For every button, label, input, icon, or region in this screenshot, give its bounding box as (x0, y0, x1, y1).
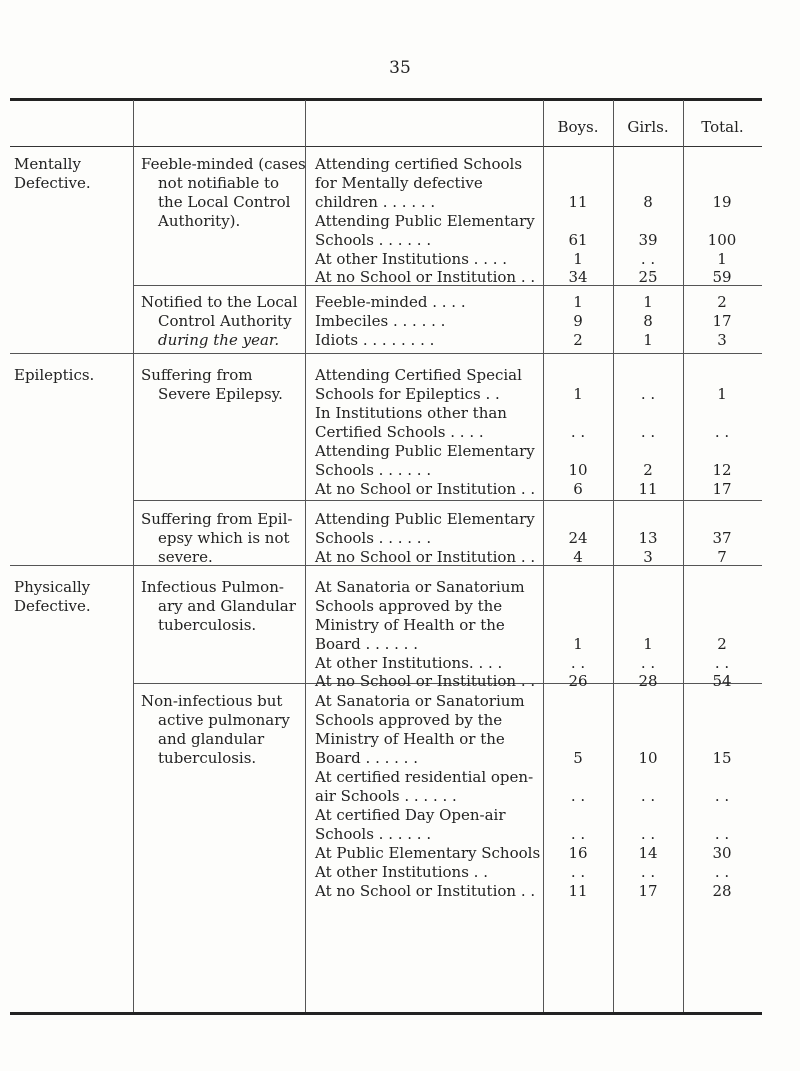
row-text: Schools . . . . . . (315, 461, 432, 479)
subgroup-label: during the year. (158, 331, 280, 349)
row-text: At no School or Institution . . (315, 268, 536, 286)
row-text: In Institutions other than (315, 404, 507, 422)
cell-girls: 1 (643, 331, 653, 349)
column-divider (305, 100, 306, 1012)
section-divider (10, 353, 762, 354)
row-text: Schools . . . . . . (315, 231, 432, 249)
row-text: Idiots . . . . . . . . (315, 331, 435, 349)
cell-boys: 1 (573, 385, 583, 403)
row-text: Schools . . . . . . (315, 529, 432, 547)
cell-girls: 8 (643, 193, 653, 211)
cell-girls: 1 (643, 293, 653, 311)
row-text: At other Institutions. . . . (315, 654, 503, 672)
subgroup-label: Suffering from Epil- (141, 510, 293, 528)
cell-total: 54 (712, 672, 732, 690)
group-label: Defective. (14, 597, 91, 615)
subgroup-label: and glandular (158, 730, 265, 748)
cell-girls: . . (640, 423, 656, 441)
cell-total: . . (714, 825, 730, 843)
subgroup-label: Feeble-minded (cases (141, 155, 306, 173)
cell-total: 28 (712, 882, 732, 900)
cell-boys: 1 (573, 635, 583, 653)
cell-boys: 4 (573, 548, 583, 566)
cell-girls: 8 (643, 312, 653, 330)
cell-total: 1 (717, 250, 727, 268)
row-text: At no School or Institution . . (315, 672, 536, 690)
cell-total: 1 (717, 385, 727, 403)
row-text: Schools approved by the (315, 711, 503, 729)
cell-total: . . (714, 863, 730, 881)
cell-girls: . . (640, 654, 656, 672)
row-text: Imbeciles . . . . . . (315, 312, 446, 330)
subgroup-label: ary and Glandular (158, 597, 296, 615)
cell-total: 100 (707, 231, 737, 249)
cell-girls: 2 (643, 461, 653, 479)
cell-total: 17 (712, 480, 732, 498)
cell-boys: 11 (568, 882, 588, 900)
subgroup-label: epsy which is not (158, 529, 290, 547)
cell-girls: 17 (638, 882, 658, 900)
row-text: for Mentally defective (315, 174, 483, 192)
cell-girls: 1 (643, 635, 653, 653)
row-text: At other Institutions . . (315, 863, 488, 881)
cell-boys: 16 (568, 844, 588, 862)
row-text: At certified Day Open-air (315, 806, 506, 824)
cell-total: . . (714, 423, 730, 441)
cell-boys: . . (570, 863, 586, 881)
cell-total: 59 (712, 268, 732, 286)
top-rule (10, 98, 762, 101)
row-text: At other Institutions . . . . (315, 250, 508, 268)
group-label: Physically (14, 578, 91, 596)
cell-boys: 34 (568, 268, 588, 286)
row-text: At Sanatoria or Sanatorium (315, 692, 525, 710)
row-text: Attending Public Elementary (315, 212, 535, 230)
bottom-rule (10, 1012, 762, 1015)
row-text: Board . . . . . . (315, 749, 418, 767)
cell-boys: 61 (568, 231, 588, 249)
cell-total: 3 (717, 331, 727, 349)
column-divider (683, 100, 684, 1012)
header-boys: Boys. (557, 118, 599, 136)
column-divider (133, 100, 134, 1012)
cell-total: 19 (712, 193, 732, 211)
header-total: Total. (701, 118, 744, 136)
row-text: Attending certified Schools (315, 155, 523, 173)
cell-total: 37 (712, 529, 732, 547)
cell-total: 30 (712, 844, 732, 862)
cell-boys: 1 (573, 250, 583, 268)
row-text: Board . . . . . . (315, 635, 418, 653)
cell-girls: . . (640, 863, 656, 881)
row-text: air Schools . . . . . . (315, 787, 457, 805)
page-number: 35 (389, 58, 411, 78)
cell-girls: 39 (638, 231, 658, 249)
cell-total: 7 (717, 548, 727, 566)
row-text: Attending Certified Special (315, 366, 522, 384)
subgroup-label: tuberculosis. (158, 749, 257, 767)
cell-boys: . . (570, 423, 586, 441)
subgroup-label: Infectious Pulmon- (141, 578, 284, 596)
cell-boys: 26 (568, 672, 588, 690)
row-text: Certified Schools . . . . (315, 423, 484, 441)
row-text: At Sanatoria or Sanatorium (315, 578, 525, 596)
subgroup-label: Suffering from (141, 366, 253, 384)
group-label: Epileptics. (14, 366, 95, 384)
subgroup-label: Control Authority (158, 312, 292, 330)
row-text: At certified residential open- (315, 768, 534, 786)
cell-girls: 14 (638, 844, 658, 862)
subgroup-label: active pulmonary (158, 711, 290, 729)
cell-boys: 9 (573, 312, 583, 330)
cell-boys: . . (570, 787, 586, 805)
cell-boys: . . (570, 654, 586, 672)
cell-total: . . (714, 654, 730, 672)
row-text: Ministry of Health or the (315, 616, 505, 634)
cell-boys: . . (570, 825, 586, 843)
cell-girls: 10 (638, 749, 658, 767)
cell-girls: . . (640, 250, 656, 268)
cell-total: . . (714, 787, 730, 805)
cell-total: 15 (712, 749, 732, 767)
cell-girls: 3 (643, 548, 653, 566)
cell-boys: 10 (568, 461, 588, 479)
cell-total: 2 (717, 635, 727, 653)
header-girls: Girls. (627, 118, 669, 136)
cell-boys: 1 (573, 293, 583, 311)
group-label: Defective. (14, 174, 91, 192)
subgroup-label: Severe Epilepsy. (158, 385, 283, 403)
column-divider (613, 100, 614, 1012)
cell-girls: . . (640, 825, 656, 843)
cell-boys: 24 (568, 529, 588, 547)
row-text: Schools for Epileptics . . (315, 385, 500, 403)
cell-girls: . . (640, 787, 656, 805)
column-divider (543, 100, 544, 1012)
row-text: Attending Public Elementary (315, 510, 535, 528)
row-text: Schools . . . . . . (315, 825, 432, 843)
subgroup-label: Authority). (158, 212, 241, 230)
cell-girls: . . (640, 385, 656, 403)
cell-girls: 25 (638, 268, 658, 286)
row-text: children . . . . . . (315, 193, 436, 211)
cell-boys: 5 (573, 749, 583, 767)
row-text: Attending Public Elementary (315, 442, 535, 460)
row-text: At no School or Institution . . (315, 548, 536, 566)
cell-girls: 11 (638, 480, 658, 498)
row-text: At no School or Institution . . (315, 882, 536, 900)
row-text: At Public Elementary Schools (315, 844, 541, 862)
subgroup-label: not notifiable to (158, 174, 280, 192)
subgroup-label: Non-infectious but (141, 692, 283, 710)
header-rule (10, 146, 762, 147)
cell-girls: 13 (638, 529, 658, 547)
cell-total: 17 (712, 312, 732, 330)
cell-boys: 2 (573, 331, 583, 349)
cell-girls: 28 (638, 672, 658, 690)
cell-total: 12 (712, 461, 732, 479)
cell-total: 2 (717, 293, 727, 311)
group-label: Mentally (14, 155, 81, 173)
subgroup-label: the Local Control (158, 193, 291, 211)
subgroup-label: Notified to the Local (141, 293, 298, 311)
cell-boys: 6 (573, 480, 583, 498)
section-divider (133, 500, 762, 501)
cell-boys: 11 (568, 193, 588, 211)
row-text: Feeble-minded . . . . (315, 293, 466, 311)
subgroup-label: severe. (158, 548, 213, 566)
row-text: Schools approved by the (315, 597, 503, 615)
subgroup-label: tuberculosis. (158, 616, 257, 634)
row-text: Ministry of Health or the (315, 730, 505, 748)
row-text: At no School or Institution . . (315, 480, 536, 498)
